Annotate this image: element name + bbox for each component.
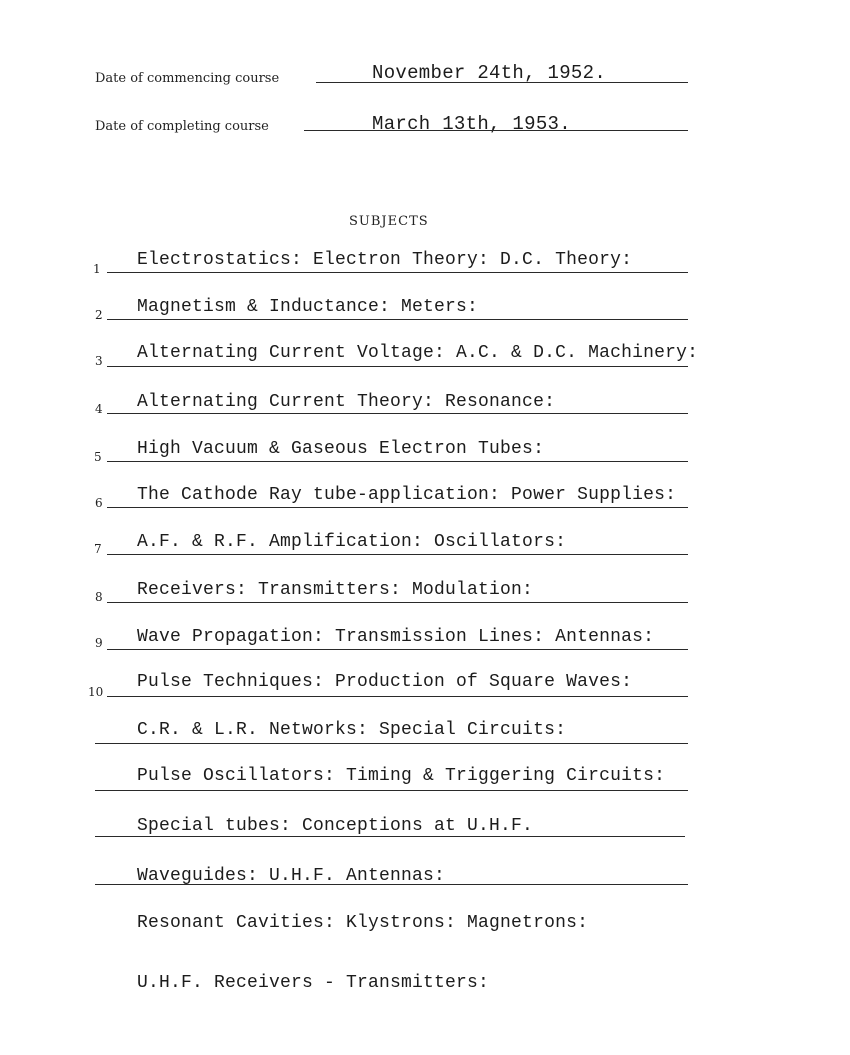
subject-text: High Vacuum & Gaseous Electron Tubes: <box>137 439 545 459</box>
subject-rule <box>95 884 688 885</box>
subject-text: Magnetism & Inductance: Meters: <box>137 297 479 317</box>
commencing-label: Date of commencing course <box>95 71 280 86</box>
subject-text: Resonant Cavities: Klystrons: Magnetrons: <box>137 913 589 933</box>
subject-text: C.R. & L.R. Networks: Special Circuits: <box>137 720 567 740</box>
subject-rule <box>95 743 688 744</box>
subject-rule <box>107 649 688 650</box>
subject-rule <box>107 602 688 603</box>
subject-rule <box>107 413 688 414</box>
completing-value: March 13th, 1953. <box>372 113 571 135</box>
subject-number: 4 <box>95 402 103 416</box>
subject-rule <box>107 461 688 462</box>
subject-number: 9 <box>95 636 103 650</box>
subject-number: 8 <box>95 590 103 604</box>
commencing-value: November 24th, 1952. <box>372 62 607 84</box>
subject-rule <box>107 696 688 697</box>
subject-rule <box>107 366 688 367</box>
subject-text: Pulse Techniques: Production of Square Waves: <box>137 672 633 692</box>
subject-number: 5 <box>94 450 102 464</box>
subject-text: Wave Propagation: Transmission Lines: Antennas: <box>137 627 655 647</box>
commencing-rule <box>316 82 688 83</box>
subject-text: Alternating Current Theory: Resonance: <box>137 392 556 412</box>
completing-label: Date of completing course <box>95 119 269 134</box>
subject-number: 7 <box>94 542 102 556</box>
subjects-heading: SUBJECTS <box>349 214 429 229</box>
subject-text: Waveguides: U.H.F. Antennas: <box>137 866 446 886</box>
subject-rule <box>107 507 688 508</box>
subject-number: 2 <box>95 308 103 322</box>
subject-rule <box>107 554 688 555</box>
subject-number: 1 <box>93 262 101 276</box>
subject-number: 3 <box>95 354 103 368</box>
subject-text: A.F. & R.F. Amplification: Oscillators: <box>137 532 567 552</box>
subject-text: The Cathode Ray tube-application: Power Supplies: <box>137 485 677 505</box>
subject-text: Receivers: Transmitters: Modulation: <box>137 580 534 600</box>
subject-number: 10 <box>88 685 104 699</box>
subject-text: Alternating Current Voltage: A.C. & D.C. Machinery: <box>137 343 699 363</box>
subject-rule <box>95 790 688 791</box>
subject-rule <box>107 272 688 273</box>
completing-rule <box>304 130 688 131</box>
subject-text: U.H.F. Receivers - Transmitters: <box>137 973 490 993</box>
subject-text: Special tubes: Conceptions at U.H.F. <box>137 816 534 836</box>
subject-number: 6 <box>95 496 103 510</box>
subject-text: Pulse Oscillators: Timing & Triggering Circuits: <box>137 766 666 786</box>
subject-text: Electrostatics: Electron Theory: D.C. Theory: <box>137 250 633 270</box>
subject-rule <box>95 836 685 837</box>
subject-rule <box>107 319 688 320</box>
